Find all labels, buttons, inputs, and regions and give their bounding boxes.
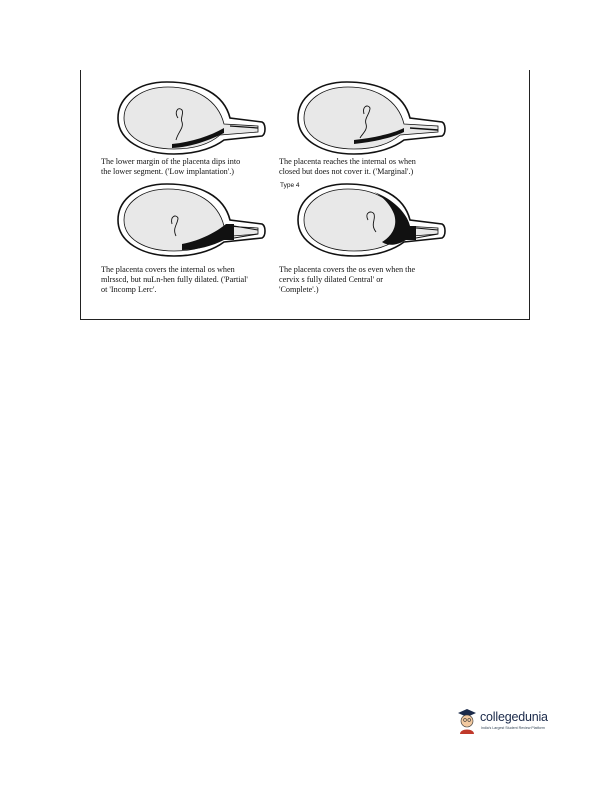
- uterus-diagram-complete: [292, 180, 452, 260]
- caption-marginal: The placenta reaches the internal os when closed but does not cover it. ('Marginal'.): [279, 157, 416, 176]
- type-label: Type 4: [280, 182, 300, 189]
- uterus-diagram-low-implantation: [112, 78, 272, 158]
- collegedunia-logo: [456, 706, 566, 740]
- graduate-mascot-icon: [456, 706, 478, 736]
- caption-complete: The placenta covers the os even when the cervix s fully dilated Central' or 'Complete'.): [279, 265, 416, 294]
- logo-tagline: India's Largest Student Review Platform: [481, 726, 545, 730]
- uterus-diagram-partial: [112, 180, 272, 260]
- uterus-diagram-marginal: [292, 78, 452, 158]
- caption-partial: The placenta covers the internal os when mlrsscd, but nuLn-hen fully dilated. ('Partial' ot 'Incomp Lerc'.: [101, 265, 248, 294]
- caption-low-implantation: The lower margin of the placenta dips into the lower segment. ('Low implantation'.): [101, 157, 241, 176]
- logo-name: collegedunia: [480, 710, 548, 724]
